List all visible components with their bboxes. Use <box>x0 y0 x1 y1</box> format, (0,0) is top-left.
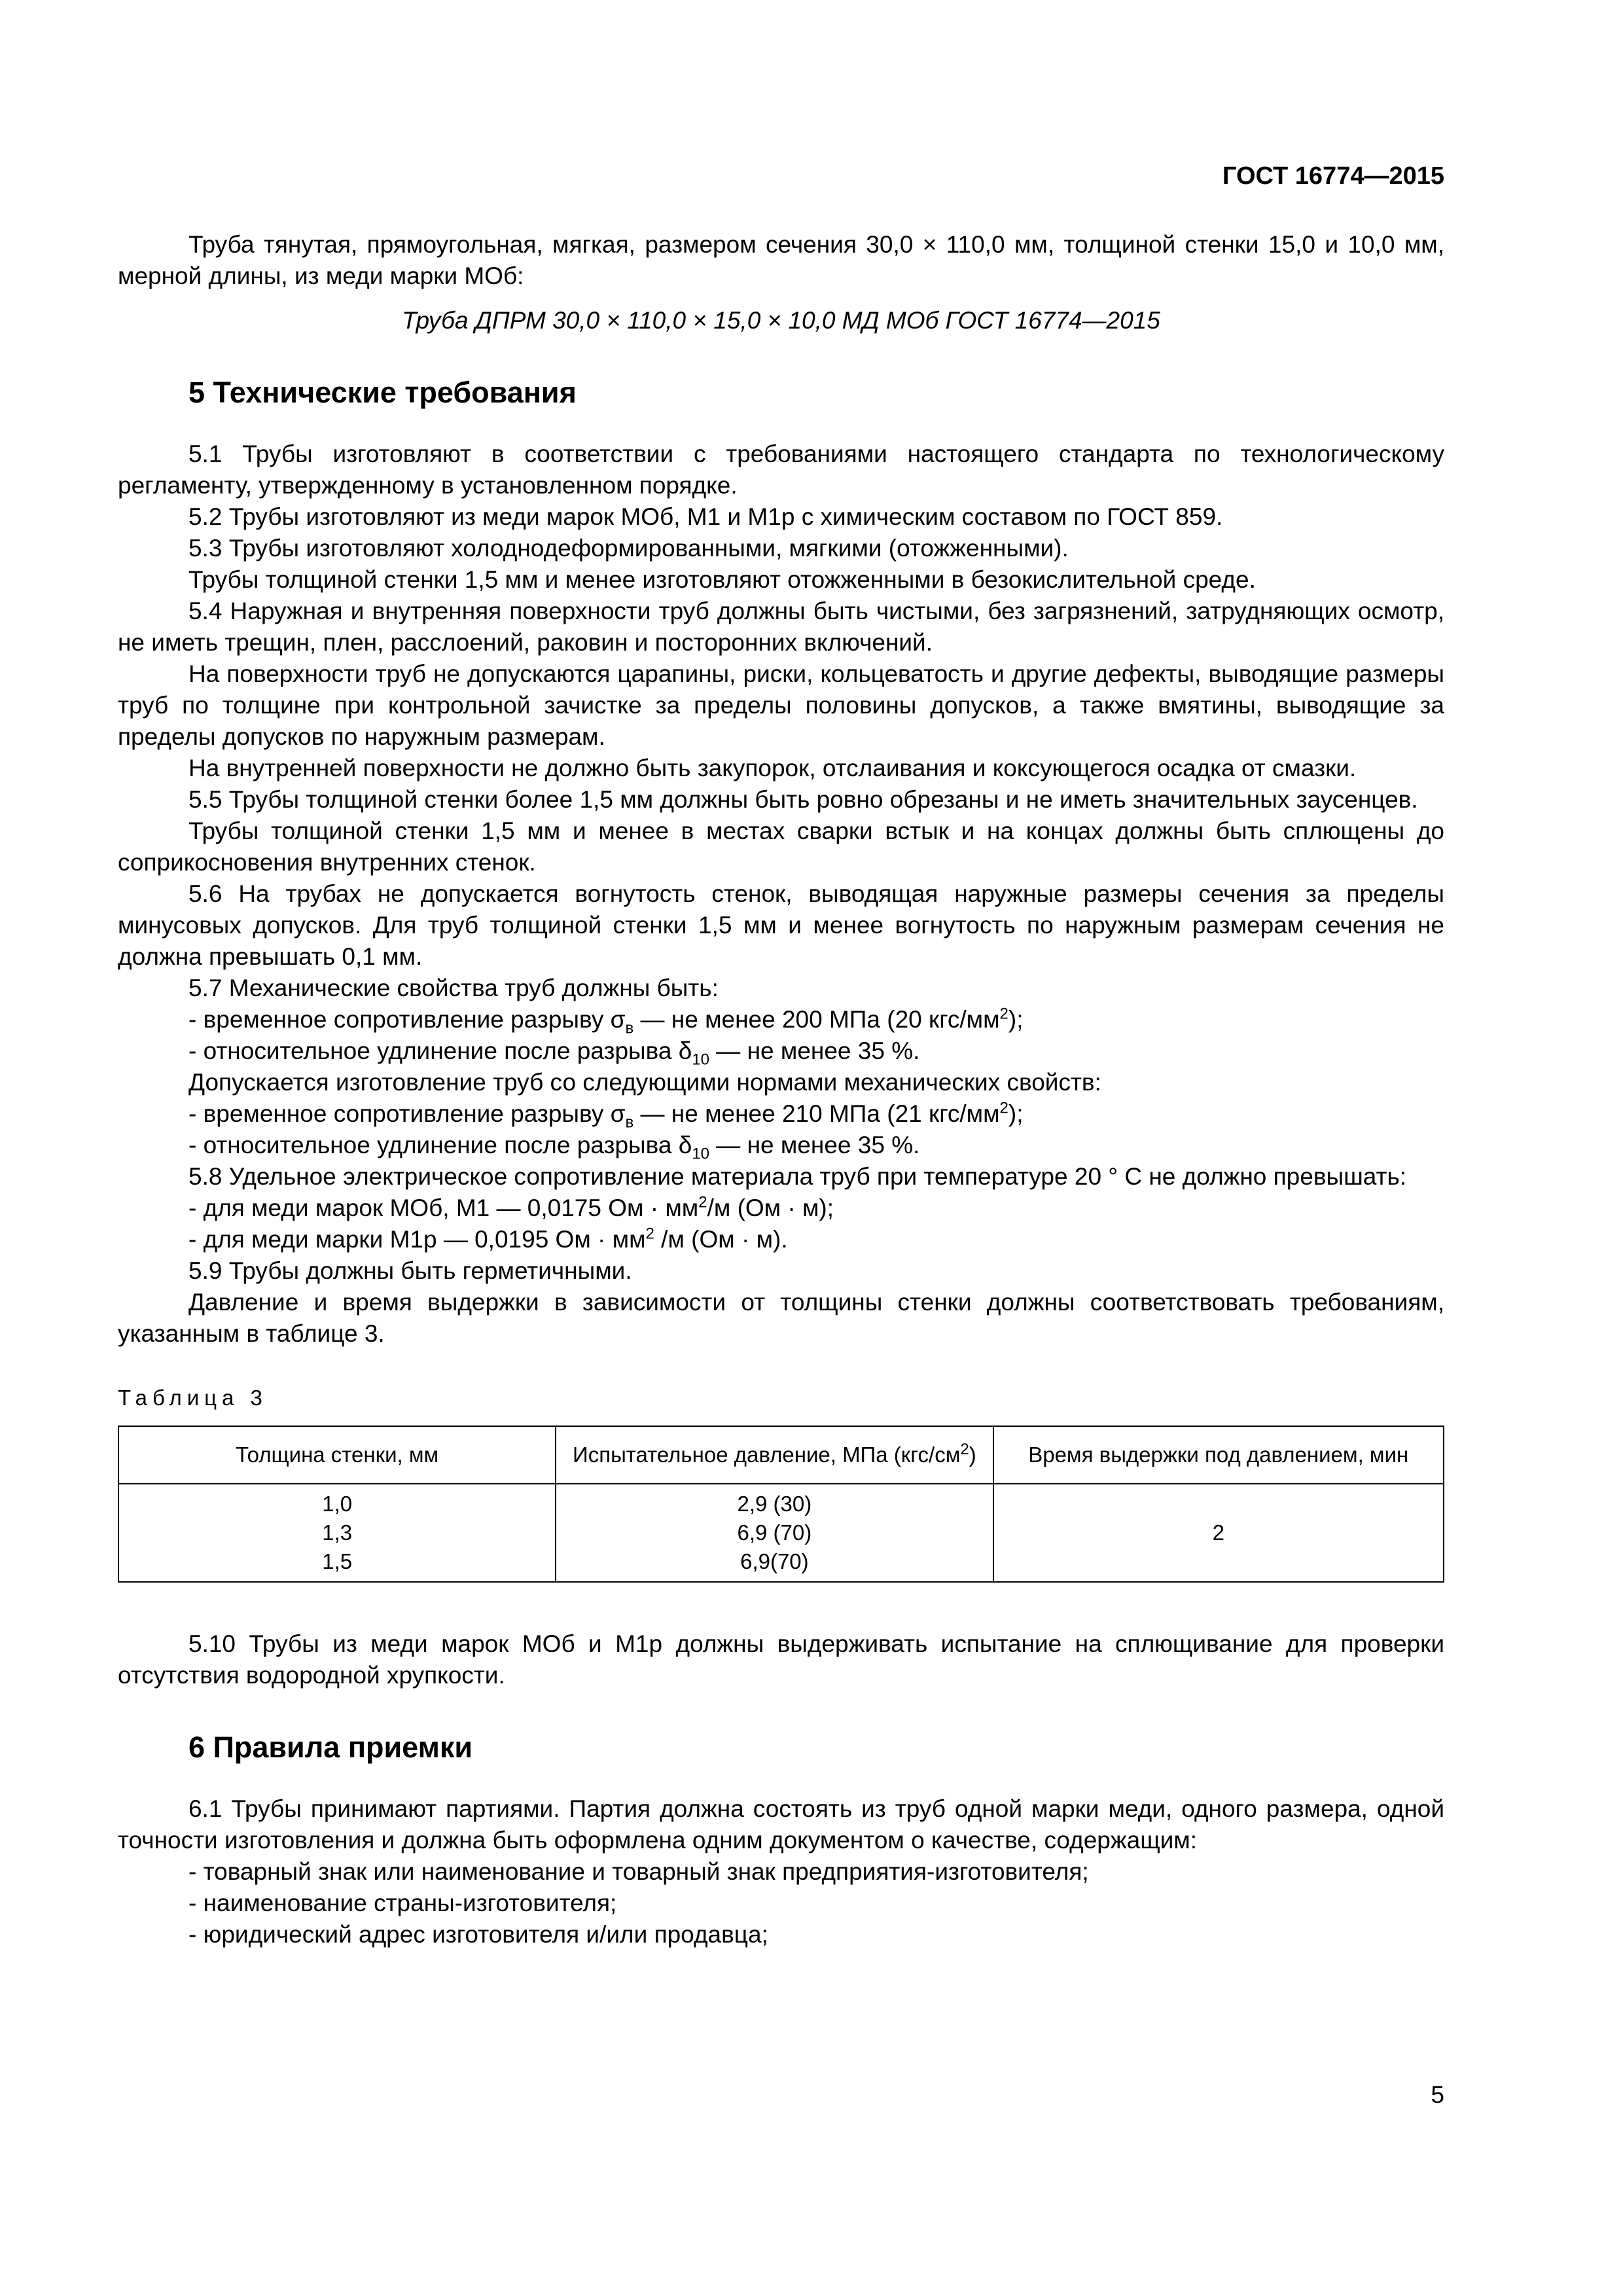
paragraph-5-5-note: Трубы толщиной стенки 1,5 мм и менее в местах сварки встык и на концах должны быть сплющены до соприкосновения внутренних стенок. <box>118 817 1444 876</box>
column-header-pressure: Испытательное давление, МПа $(кгс/см^2)$ <box>556 1426 993 1484</box>
paragraph-5-9-note: Давление и время выдержки в зависимости от толщины стенки должны соответствовать требованиям, указанным в таблице 3. <box>118 1289 1444 1347</box>
list-item-resistance-mob: - для меди марок МОб, М1 — 0,0175 Ом · $мм^2/м$ (Ом · м); <box>188 1193 834 1221</box>
paragraph-6-1: 6.1 Трубы принимают партиями. Партия должна состоять из труб одной марки меди, одного размера, одной точности изготовления и должна быть оформлена одним документом о качестве, содержащим: <box>118 1795 1444 1854</box>
list-item-tensile-alt: - временное сопротивление разрыву $\sigma_в$ — не менее 210 МПа (21 кгс/$мм^2$); <box>188 1099 1024 1132</box>
list-item-tensile: - временное сопротивление разрыву $\sigma_в$ — не менее 200 МПа (20 кгс/$мм^2$); <box>188 1005 1024 1037</box>
cell-thickness-values: 1,0 1,3 1,5 <box>118 1484 556 1582</box>
paragraph-5-4: 5.4 Наружная и внутренняя поверхности труб должны быть чистыми, без загрязнений, затрудняющих осмотр, не иметь трещин, плен, расслоений, раковин и посторонних включений. <box>118 598 1444 656</box>
paragraph-5-8: 5.8 Удельное электрическое сопротивление материала труб при температуре 20 ° С не должно превышать: <box>188 1163 1407 1190</box>
intro-example: Труба тянутая, прямоугольная, мягкая, размером сечения 30,0 × 110,0 мм, толщиной стенки 15,0 и 10,0 мм, мерной длины, из меди марки МОб: <box>118 231 1444 289</box>
table-row <box>118 1484 1444 1582</box>
page-number: 5 <box>1431 2081 1444 2108</box>
paragraph-5-1: 5.1 Трубы изготовляют в соответствии с требованиями настоящего стандарта по технологическому регламенту, утвержденному в установленном порядке. <box>118 440 1444 499</box>
paragraph-5-9: 5.9 Трубы должны быть герметичными. <box>188 1257 632 1284</box>
paragraph-5-5: 5.5 Трубы толщиной стенки более 1,5 мм должны быть ровно обрезаны и не иметь значительных заусенцев. <box>188 786 1418 813</box>
cell-time-value: 2 <box>993 1484 1444 1582</box>
page-content <box>118 229 1444 1950</box>
column-header-time: Время выдержки под давлением, мин <box>993 1426 1444 1484</box>
cell-pressure-values: 2,9 (30) 6,9 (70) 6,9(70) <box>556 1484 993 1582</box>
table-3 <box>118 1426 1444 1583</box>
list-item-country: - наименование страны-изготовителя; <box>188 1890 617 1916</box>
table-header-row <box>118 1426 1444 1484</box>
paragraph-5-3-note: Трубы толщиной стенки 1,5 мм и менее изготовляют отожженными в безокислительной среде. <box>188 566 1256 593</box>
list-item-address: - юридический адрес изготовителя и/или продавца; <box>188 1921 768 1948</box>
paragraph-5-4-inner: На внутренней поверхности не должно быть закупорок, отслаивания и коксующегося осадка от смазки. <box>188 755 1357 781</box>
paragraph-5-6: 5.6 На трубах не допускается вогнутость стенок, выводящая наружные размеры сечения за пределы минусовых допусков. Для труб толщиной стенки 1,5 мм и менее вогнутость по наружным размерам сечения не должна превышать 0,1 мм. <box>118 880 1444 970</box>
section-6-title: 6 Правила приемки <box>188 1731 473 1764</box>
column-header-thickness: Толщина стенки, мм <box>118 1426 556 1484</box>
paragraph-5-7: 5.7 Механические свойства труб должны быть: <box>188 975 719 1001</box>
section-5-title: 5 Технические требования <box>188 376 577 409</box>
document-code: ГОСТ 16774—2015 <box>1222 162 1444 190</box>
paragraph-5-7-alt: Допускается изготовление труб со следующими нормами механических свойств: <box>188 1069 1101 1096</box>
list-item-resistance-m1r: - для меди марки М1р — 0,0195 Ом · $мм^2$ /м (Ом · м). <box>188 1225 788 1253</box>
table-3-caption: Таблица 3 <box>118 1386 268 1410</box>
list-item-trademark: - товарный знак или наименование и товарный знак предприятия-изготовителя; <box>188 1858 1089 1885</box>
list-item-elongation: - относительное удлинение после разрыва $\delta_{10}$ — не менее 35 %. <box>188 1037 920 1069</box>
list-item-elongation-alt: - относительное удлинение после разрыва $\delta_{10}$ — не менее 35 %. <box>188 1132 920 1163</box>
intro-designation: Труба ДПРМ 30,0 × 110,0 × 15,0 × 10,0 МД МОб ГОСТ 16774—2015 <box>402 307 1160 334</box>
paragraph-5-3: 5.3 Трубы изготовляют холоднодеформированными, мягкими (отожженными). <box>188 535 1069 562</box>
paragraph-5-10: 5.10 Трубы из меди марок МОб и М1р должны выдерживать испытание на сплющивание для проверки отсутствия водородной хрупкости. <box>118 1630 1444 1689</box>
paragraph-5-2: 5.2 Трубы изготовляют из меди марок МОб, М1 и М1р с химическим составом по ГОСТ 859. <box>188 503 1223 530</box>
paragraph-5-4-defects: На поверхности труб не допускаются царапины, риски, кольцеватость и другие дефекты, выводящие размеры труб по толщине при контрольной зачистке за пределы половины допусков, а также вмятины, выводящие за пределы допусков по наружным размерам. <box>118 660 1444 750</box>
